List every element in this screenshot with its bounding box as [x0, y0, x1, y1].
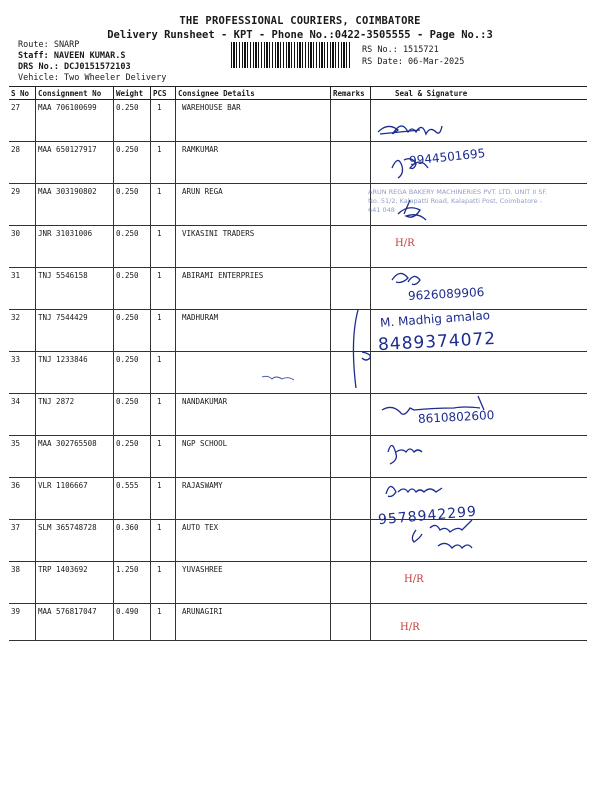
table-row — [9, 520, 587, 562]
row-sno: 27 — [9, 100, 36, 142]
row-remarks — [331, 184, 371, 226]
row-signature — [371, 352, 588, 394]
row-consignment: MAA 303190802 — [36, 184, 114, 226]
row-sno: 30 — [9, 226, 36, 268]
handwritten-phone-31: 9626089906 — [407, 285, 485, 303]
row-pcs: 1 — [151, 100, 176, 142]
row-consignment: TNJ 5546158 — [36, 268, 114, 310]
row-pcs: 1 — [151, 268, 176, 310]
row-consignment: VLR 1106667 — [36, 478, 114, 520]
handwritten-phone-32: 8489374072 — [377, 328, 497, 356]
header-sno: S No — [9, 87, 36, 100]
header-consignment: Consignment No — [36, 87, 114, 100]
document-title: THE PROFESSIONAL COURIERS, COIMBATORE — [179, 15, 421, 27]
header-signature: Seal & Signature — [371, 87, 588, 100]
vehicle-label: Vehicle: Two Wheeler Delivery — [18, 73, 167, 83]
row-remarks — [331, 142, 371, 184]
row-remarks — [331, 478, 371, 520]
row-pcs: 1 — [151, 520, 176, 562]
row-weight: 0.555 — [114, 478, 151, 520]
row-consignee — [176, 352, 331, 394]
row-consignee: MADHURAM — [176, 310, 331, 352]
hr-mark-38: H/R — [404, 574, 424, 585]
table-row — [9, 310, 587, 352]
row-signature — [371, 100, 588, 142]
row-sno: 33 — [9, 352, 36, 394]
row-pcs: 1 — [151, 604, 176, 641]
row-remarks — [331, 604, 371, 641]
row-sno: 29 — [9, 184, 36, 226]
row-pcs: 1 — [151, 226, 176, 268]
row-consignment: TNJ 2872 — [36, 394, 114, 436]
row-remarks — [331, 226, 371, 268]
row-remarks — [331, 394, 371, 436]
row-consignment: MAA 650127917 — [36, 142, 114, 184]
row-consignee: AUTO TEX — [176, 520, 331, 562]
header-remarks: Remarks — [331, 87, 371, 100]
table-row — [9, 604, 587, 641]
row-consignee: NGP SCHOOL — [176, 436, 331, 478]
row-consignee: VIKASINI TRADERS — [176, 226, 331, 268]
row-sno: 37 — [9, 520, 36, 562]
table-row — [9, 226, 587, 268]
row-pcs: 1 — [151, 142, 176, 184]
hr-mark-30: H/R — [395, 238, 415, 249]
row-remarks — [331, 520, 371, 562]
handwritten-phone-34: 8610802600 — [417, 408, 495, 426]
row-sno: 28 — [9, 142, 36, 184]
handwritten-phone-36: 9578942299 — [377, 503, 478, 529]
row-consignment: SLM 365748728 — [36, 520, 114, 562]
row-sno: 31 — [9, 268, 36, 310]
row-pcs: 1 — [151, 184, 176, 226]
row-consignment: TRP 1403692 — [36, 562, 114, 604]
table-row — [9, 352, 587, 394]
row-remarks — [331, 310, 371, 352]
row-pcs: 1 — [151, 436, 176, 478]
row-sno: 39 — [9, 604, 36, 641]
row-consignment: MAA 706100699 — [36, 100, 114, 142]
row-remarks — [331, 352, 371, 394]
table-row — [9, 562, 587, 604]
row-weight: 0.490 — [114, 604, 151, 641]
document-subtitle: Delivery Runsheet - KPT - Phone No.:0422-3505555 - Page No.:3 — [107, 29, 493, 41]
row-remarks — [331, 100, 371, 142]
row-weight: 0.250 — [114, 310, 151, 352]
row-consignee: RAJASWAMY — [176, 478, 331, 520]
route-label: Route: SNARP — [18, 40, 80, 50]
barcode — [231, 42, 352, 68]
row-consignment: MAA 576817047 — [36, 604, 114, 641]
row-sno: 38 — [9, 562, 36, 604]
row-weight: 0.250 — [114, 436, 151, 478]
row-pcs: 1 — [151, 478, 176, 520]
row-pcs: 1 — [151, 352, 176, 394]
row-consignee: ABIRAMI ENTERPRIES — [176, 268, 331, 310]
row-consignee: NANDAKUMAR — [176, 394, 331, 436]
row-pcs: 1 — [151, 562, 176, 604]
row-pcs: 1 — [151, 394, 176, 436]
row-remarks — [331, 562, 371, 604]
row-weight: 0.250 — [114, 100, 151, 142]
table-row — [9, 394, 587, 436]
rs-date: RS Date: 06-Mar-2025 — [362, 57, 465, 67]
table-row — [9, 268, 587, 310]
row-signature — [371, 436, 588, 478]
row-sno: 32 — [9, 310, 36, 352]
staff-label: Staff: NAVEEN KUMAR.S — [18, 51, 126, 61]
row-signature — [371, 562, 588, 604]
row-sno: 35 — [9, 436, 36, 478]
row-weight: 0.250 — [114, 394, 151, 436]
row-weight: 0.360 — [114, 520, 151, 562]
header-consignee: Consignee Details — [176, 87, 331, 100]
handwritten-phone-28: 9944501695 — [408, 146, 486, 168]
row-remarks — [331, 268, 371, 310]
row-weight: 0.250 — [114, 142, 151, 184]
table-row — [9, 142, 587, 184]
table-row — [9, 100, 587, 142]
row-consignment: JNR 31031006 — [36, 226, 114, 268]
row-consignment: TNJ 1233846 — [36, 352, 114, 394]
row-pcs: 1 — [151, 310, 176, 352]
row-weight: 1.250 — [114, 562, 151, 604]
row-consignment: MAA 302765508 — [36, 436, 114, 478]
row-weight: 0.250 — [114, 268, 151, 310]
row-consignee: ARUNAGIRI — [176, 604, 331, 641]
row-consignee: RAMKUMAR — [176, 142, 331, 184]
row-remarks — [331, 436, 371, 478]
rs-number: RS No.: 1515721 — [362, 45, 439, 55]
row-sno: 36 — [9, 478, 36, 520]
table-row — [9, 436, 587, 478]
table-header-row — [9, 87, 587, 100]
drs-number: DRS No.: DCJ0151572103 — [18, 62, 131, 72]
row-consignee: ARUN REGA — [176, 184, 331, 226]
header-weight: Weight — [114, 87, 151, 100]
row-consignee: WAREHOUSE BAR — [176, 100, 331, 142]
hr-mark-39: H/R — [400, 622, 420, 633]
table-row — [9, 478, 587, 520]
header-pcs: PCS — [151, 87, 176, 100]
row-weight: 0.250 — [114, 226, 151, 268]
row-weight: 0.250 — [114, 352, 151, 394]
row-consignment: TNJ 7544429 — [36, 310, 114, 352]
handwritten-receiver-32: M. Madhig amalao — [379, 308, 491, 330]
row-weight: 0.250 — [114, 184, 151, 226]
row-sno: 34 — [9, 394, 36, 436]
runsheet-table — [9, 86, 587, 641]
row-consignee: YUVASHREE — [176, 562, 331, 604]
company-stamp: ARUN REGA BAKERY MACHINERIES PVT. LTD. UNIT II SF. No. 51/2, Kalapatti Road, Kalapatti Post, Coimbatore - 641 048 — [368, 188, 548, 214]
